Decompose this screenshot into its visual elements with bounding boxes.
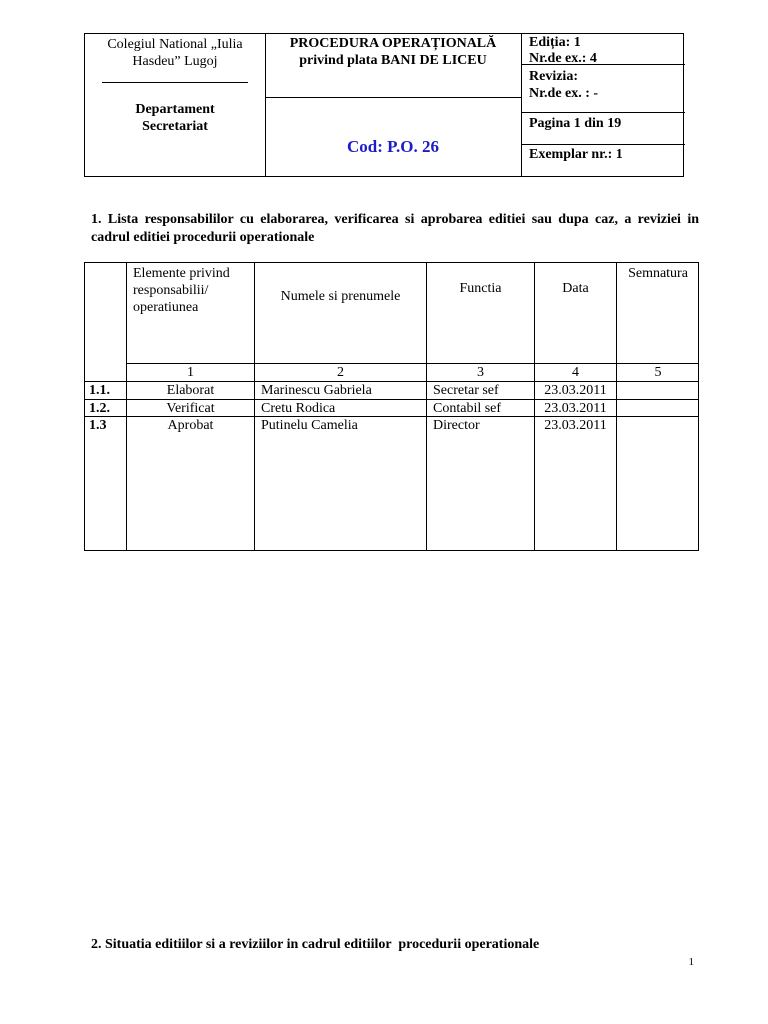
col-number: 4 (572, 365, 579, 380)
row-operation: Elaborat (166, 383, 215, 398)
editia-label: Ediția: 1 (529, 35, 581, 50)
institution-name: Colegiul National „Iulia Hasdeu” Lugoj (107, 37, 243, 69)
institution-underline (102, 82, 248, 83)
col-number: 1 (187, 365, 194, 380)
row-number: 1.3 (89, 418, 107, 433)
revizia-label: Revizia: (529, 69, 578, 84)
exemplar-label: Exemplar nr.: 1 (529, 147, 623, 162)
header-operation: Elemente privind responsabilii/ operatiunea (133, 266, 230, 315)
row-name: Marinescu Gabriela (261, 383, 372, 398)
row-date: 23.03.2011 (544, 383, 607, 398)
header-divider (265, 97, 521, 98)
row-number: 1.2. (89, 401, 110, 416)
page-info: Pagina 1 din 19 (529, 116, 622, 131)
section1-heading: 1. Lista responsabililor cu elaborarea, verificarea si aprobarea editiei sau dupa caz, a reviziei in cadrul editiei procedurii operationale (91, 212, 699, 245)
header-signature: Semnatura (628, 266, 688, 281)
procedure-code: Cod: P.O. 26 (347, 137, 439, 156)
department-name: Departament Secretariat (135, 102, 215, 134)
row-date: 23.03.2011 (544, 401, 607, 416)
row-operation: Verificat (166, 401, 215, 416)
col-number: 5 (654, 365, 662, 380)
header-divider (521, 144, 685, 145)
row-operation: Aprobat (167, 418, 214, 433)
document-header (84, 33, 684, 177)
header-divider (265, 34, 266, 176)
row-function: Secretar sef (433, 383, 499, 398)
table-column-divider (426, 263, 427, 550)
row-name: Cretu Rodica (261, 401, 336, 416)
col-number: 2 (337, 365, 344, 380)
header-divider (521, 34, 522, 176)
row-function: Contabil sef (433, 401, 502, 416)
table-column-divider (616, 263, 617, 550)
table-column-divider (254, 263, 255, 550)
header-name: Numele si prenumele (280, 289, 401, 304)
header-date: Data (562, 281, 589, 296)
section2-heading: 2. Situatia editiilor si a reviziilor in cadrul editiilor procedurii operationale (91, 937, 540, 952)
nr-ex-revision-label: Nr.de ex. : - (529, 86, 599, 101)
procedure-title: PROCEDURA OPERAȚIONALĂ (289, 36, 497, 51)
procedure-subtitle: privind plata BANI DE LICEU (299, 53, 487, 68)
header-function: Functia (459, 281, 502, 296)
header-divider (521, 112, 685, 113)
nr-ex-label: Nr.de ex.: 4 (529, 51, 597, 66)
row-number: 1.1. (89, 383, 110, 398)
row-date: 23.03.2011 (544, 418, 607, 433)
row-name: Putinelu Camelia (261, 418, 358, 433)
responsibles-table (84, 262, 699, 551)
col-number: 3 (477, 365, 484, 380)
page-number: 1 (688, 956, 694, 968)
row-function: Director (433, 418, 480, 433)
